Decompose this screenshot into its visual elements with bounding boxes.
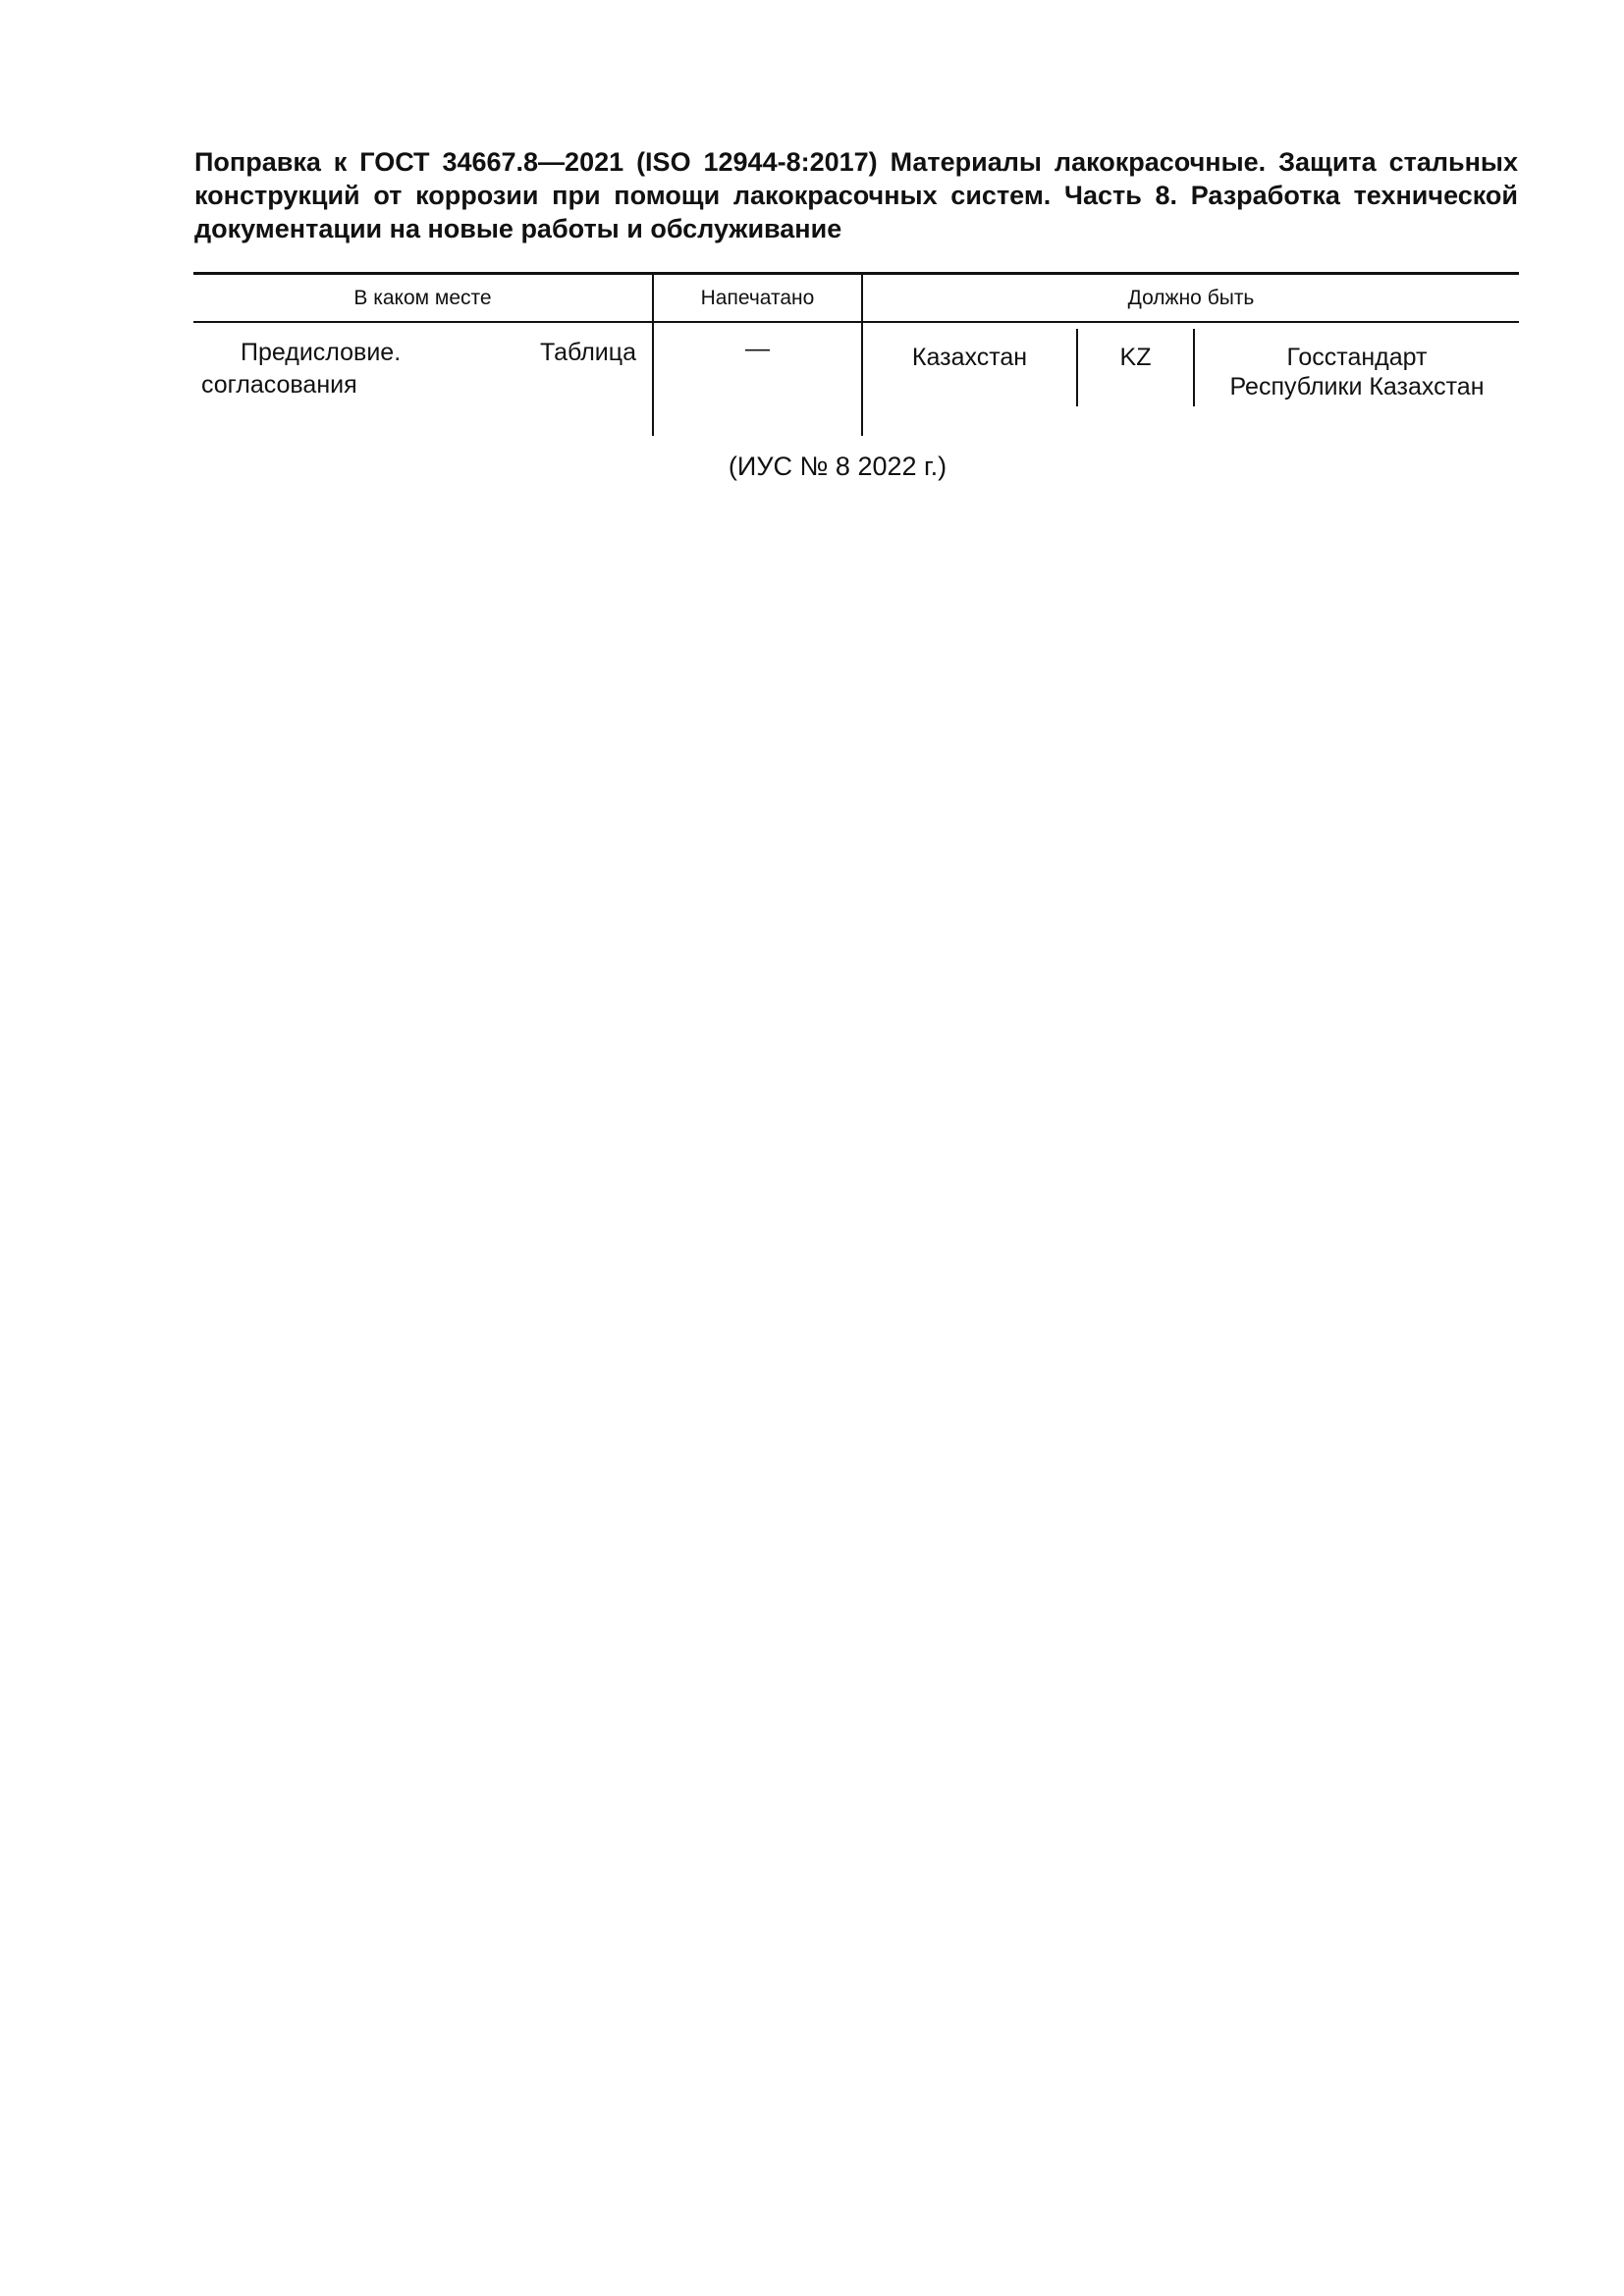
- table-row: [193, 322, 1519, 436]
- cell-should-be: [862, 322, 1519, 436]
- cell-place: Предисловие. Таблица согласования: [193, 322, 653, 436]
- document-title: Поправка к ГОСТ 34667.8—2021 (ISO 12944-8:2017) Материалы лакокрасочные. Защита стальных конструкций от коррозии при помощи лакокрасочных систем. Часть 8. Разработка технической документации на новые работы и обслуживание: [194, 147, 1518, 243]
- header-place: В каком месте: [193, 274, 653, 323]
- should-be-group: [863, 323, 1519, 406]
- should-be-body-line1: Госстандарт: [1286, 344, 1428, 371]
- should-be-body-line2: Республики Казахстан: [1229, 373, 1485, 400]
- should-be-body: [1195, 323, 1519, 406]
- header-should-be: Должно быть: [862, 274, 1519, 323]
- should-be-country: Казахстан: [911, 344, 1028, 371]
- table-header-row: [193, 274, 1519, 323]
- header-printed: Напечатано: [653, 274, 862, 323]
- correction-table: [193, 272, 1519, 436]
- cell-printed: —: [653, 322, 862, 436]
- should-be-code: KZ: [1076, 329, 1195, 406]
- footer-source: (ИУС № 8 2022 г.): [728, 452, 947, 481]
